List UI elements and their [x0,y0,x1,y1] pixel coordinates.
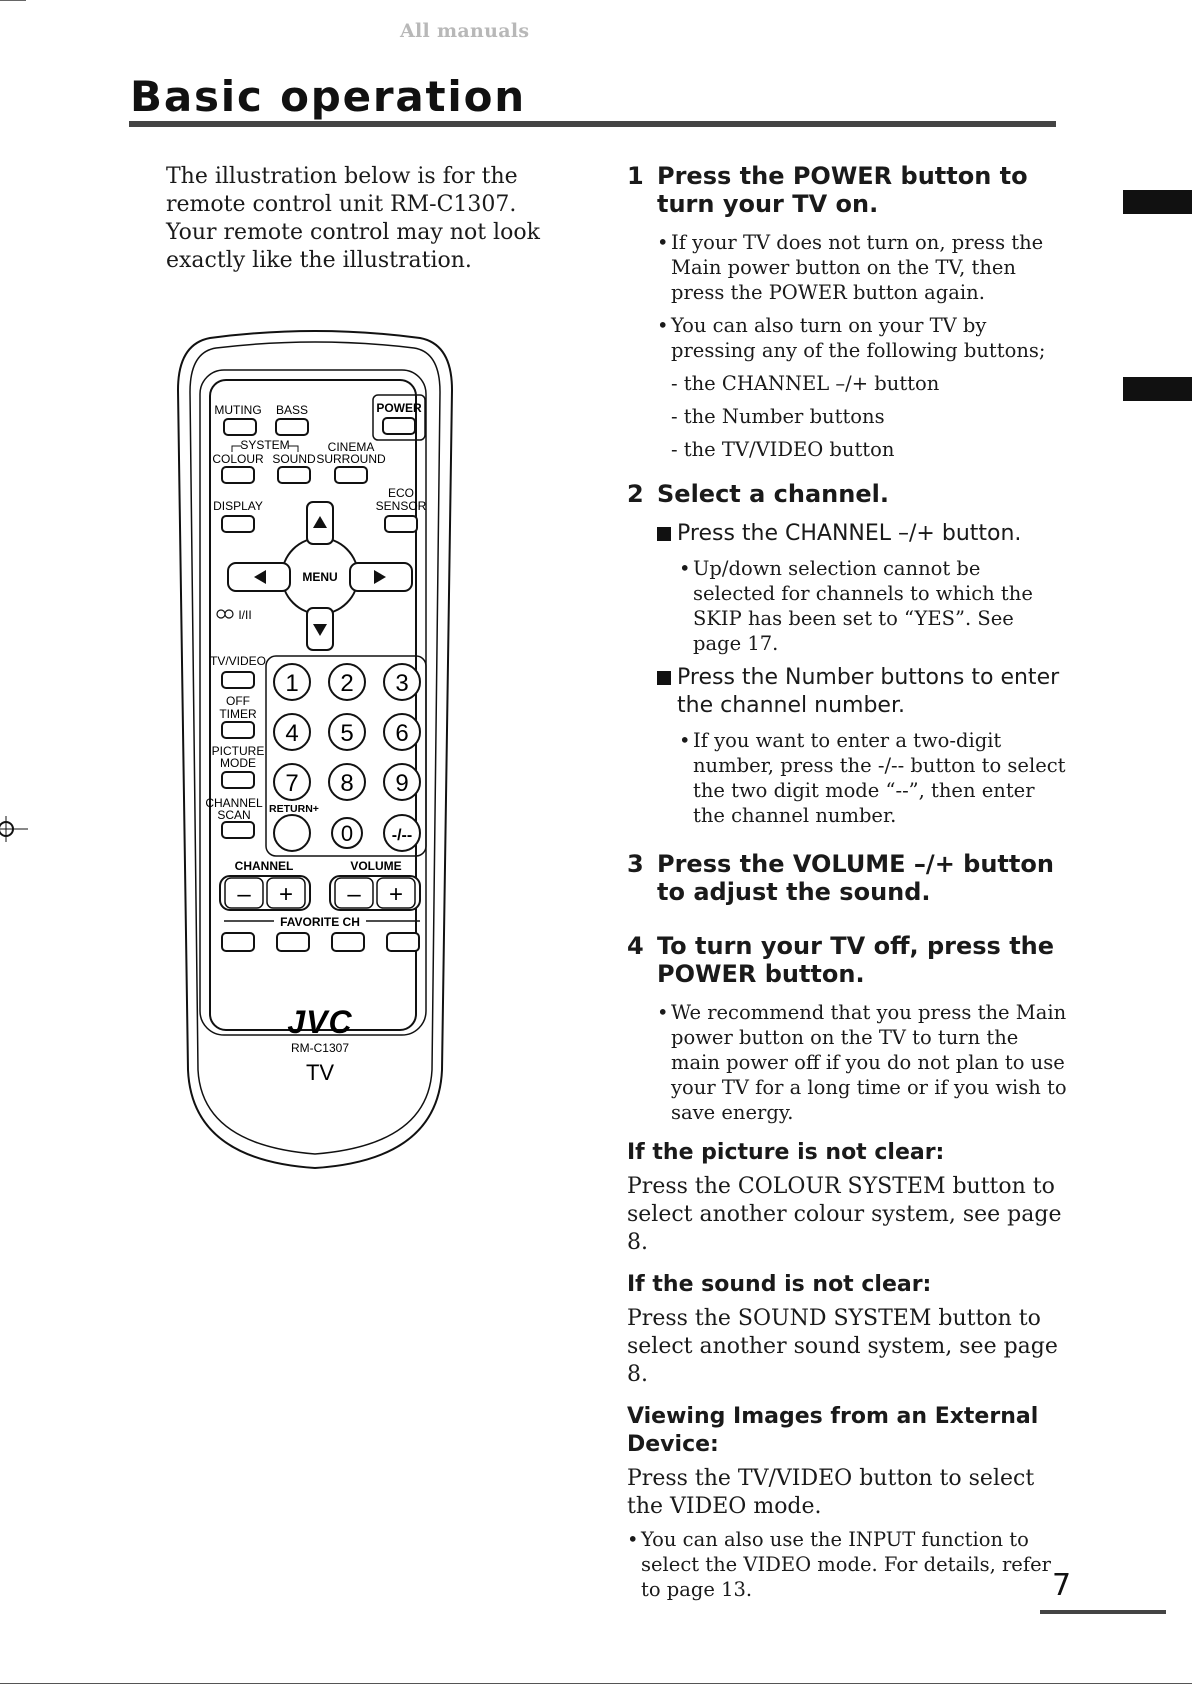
channel-plus-label: + [278,881,294,908]
list-item: • If you want to enter a two-digit number, press the -/-- button to select the two digit mode “--”, then enter the channel number. [679,728,1067,828]
channel-scan-button[interactable] [222,822,254,838]
list-item: • If your TV does not turn on, press the Main power button on the TV, then press the POWER button again. [657,230,1067,305]
section-text-sound: Press the SOUND SYSTEM button to select another sound system, see page 8. [627,1306,1058,1387]
step-number: 3 [627,850,644,878]
section-tab-marker [1123,377,1192,401]
two-digit-label: -/-- [391,827,413,844]
watermark: All manuals [400,20,530,42]
page-title: Basic operation [130,72,526,121]
surround-label: SURROUND [316,452,386,466]
sound-label: SOUND [272,452,316,466]
step-2 [627,480,1067,508]
favorite-ch-label: FAVORITE CH [280,915,360,929]
list-item: • You can also use the INPUT function to select the VIDEO mode. For details, refer to page 13. [627,1527,1067,1602]
option-number-buttons [657,664,1067,720]
step-heading: Press the POWER button to turn your TV on. [657,162,1028,218]
favorite-ch-button-1[interactable] [222,933,254,951]
jvc-logo: JVC [287,1004,353,1040]
picture-mode-button[interactable] [222,772,254,788]
audio-mode-icon [217,610,225,618]
step-number: 1 [627,162,644,190]
display-button[interactable] [222,516,254,532]
section-text-external: Press the TV/VIDEO button to select the VIDEO mode. [627,1466,1035,1519]
list-item: • You can also turn on your TV by pressing any of the following buttons; [657,313,1067,363]
channel-minus-label: – [237,881,251,908]
section-text-picture: Press the COLOUR SYSTEM button to select another colour system, see page 8. [627,1174,1062,1255]
instructions-column [627,162,1067,1608]
digit-7: 7 [285,770,299,797]
channel-label: CHANNEL [234,859,294,873]
favorite-ch-button-2[interactable] [277,933,309,951]
sensor-label: SENSOR [375,499,427,513]
step-3 [627,850,1067,906]
list-item: - the CHANNEL –/+ button [671,372,940,395]
power-label: POWER [376,401,422,415]
list-item: - the Number buttons [671,405,885,428]
scan-label: SCAN [217,808,251,822]
digit-9: 9 [395,770,409,797]
display-label: DISPLAY [213,499,263,513]
option-channel-button [657,520,1067,548]
picture-label: PICTURE [211,744,265,758]
registration-mark-icon [0,814,30,844]
step-number: 4 [627,932,644,960]
step-1-button-list [671,371,1067,462]
digit-1: 1 [285,670,299,697]
timer-label: TIMER [219,707,257,721]
step-heading: To turn your TV off, press the POWER button. [657,932,1055,988]
remote-control-illustration [170,330,460,1250]
tv-video-button[interactable] [222,672,254,688]
audio-mode-label: I/II [238,608,252,622]
digit-4: 4 [285,720,299,747]
colour-label: COLOUR [212,452,264,466]
menu-label: MENU [302,570,338,584]
bottom-edge-line [0,1683,1192,1684]
crop-mark [0,0,26,1]
option-2-bullets [679,728,1067,828]
favorite-ch-button-3[interactable] [332,933,364,951]
step-1 [627,162,1067,218]
title-rule [129,121,1056,127]
volume-minus-label: – [347,881,361,908]
model-label: RM-C1307 [290,1041,350,1055]
off-label: OFF [226,694,250,708]
section-heading-sound: If the sound is not clear: [627,1272,932,1297]
channel-scan-label: CHANNEL [205,796,263,810]
tv-video-label: TV/VIDEO [209,654,267,668]
list-item: - the TV/VIDEO button [671,438,895,461]
step-heading: Press the VOLUME –/+ button to adjust the sound. [657,850,1054,906]
intro-text: The illustration below is for the remote control unit RM-C1307. Your remote control may not look exactly like the illustration. [166,164,540,273]
cinema-surround-button[interactable] [335,467,367,483]
digit-6: 6 [395,720,409,747]
list-item: • We recommend that you press the Main power button on the TV to turn the main power off if you do not plan to use your TV for a long time or if you wish to save energy. [657,1000,1067,1125]
list-item: • Up/down selection cannot be selected for channels to which the SKIP has been set to “YES”. See page 17. [679,556,1067,656]
number-buttons [269,664,420,851]
tv-label: TV [305,1060,335,1085]
digit-8: 8 [340,770,354,797]
external-bullets [627,1527,1067,1602]
power-button[interactable] [383,418,415,434]
option-text: Press the Number buttons to enter the channel number. [677,665,1060,718]
page-number: 7 [1052,1568,1072,1603]
off-timer-button[interactable] [222,722,254,738]
sound-system-button[interactable] [278,467,310,483]
digit-2: 2 [340,670,354,697]
mode-label: MODE [220,756,256,770]
step-heading: Select a channel. [657,480,889,508]
colour-system-button[interactable] [222,467,254,483]
page-number-rule [1040,1610,1166,1614]
eco-label: ECO [387,486,415,500]
digit-3: 3 [395,670,409,697]
return-plus-button[interactable] [274,815,310,851]
option-text: Press the CHANNEL –/+ button. [677,521,1022,546]
step-1-bullets [657,230,1067,363]
bass-label: BASS [275,403,309,417]
system-label: SYSTEM [240,438,290,452]
digit-0: 0 [340,821,354,846]
bass-button[interactable] [276,419,308,435]
volume-label: VOLUME [350,859,402,873]
option-1-bullets [679,556,1067,656]
section-heading-external: Viewing Images from an External Device: [627,1404,1039,1457]
step-4 [627,932,1067,988]
return-label: RETURN+ [269,803,319,815]
section-heading-picture: If the picture is not clear: [627,1140,945,1165]
step-4-bullets [657,1000,1067,1125]
digit-5: 5 [340,720,354,747]
muting-button[interactable] [224,419,256,435]
volume-plus-label: + [388,881,404,908]
eco-sensor-button[interactable] [385,516,417,532]
muting-label: MUTING [214,403,262,417]
square-bullet-icon [657,527,671,541]
favorite-ch-button-4[interactable] [387,933,419,951]
step-number: 2 [627,480,644,508]
section-tab-marker [1123,190,1192,214]
square-bullet-icon [657,671,671,685]
cinema-label: CINEMA [327,440,375,454]
